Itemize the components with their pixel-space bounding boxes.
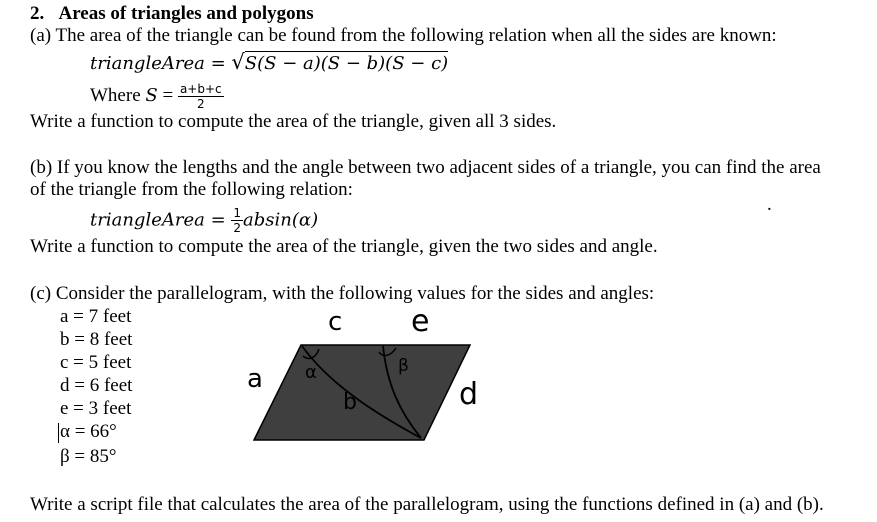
where-label: Where (90, 84, 141, 106)
half-numerator: 1 (233, 206, 242, 220)
part-b-task: Write a function to compute the area of the triangle, given the two sides and angle. (30, 236, 658, 257)
part-b-intro-line2: of the triangle from the following relation: (30, 179, 353, 200)
label-d: d (459, 377, 479, 412)
value-alpha: α = 66° (60, 421, 117, 442)
formula-b-lhs: triangleArea (90, 209, 205, 231)
value-d: d = 6 feet (60, 375, 133, 396)
formula-b-equals: = (210, 209, 226, 231)
semi-perimeter-numerator: a+b+c (179, 82, 222, 96)
formula-a-radicand: S(S − a)(S − b)(S − c) (244, 53, 449, 74)
label-alpha: α (305, 362, 317, 383)
value-a: a = 7 feet (60, 306, 132, 327)
parallelogram-shape (254, 345, 470, 440)
section-number: 2. (30, 3, 45, 24)
value-b: b = 8 feet (60, 329, 133, 350)
part-c-task: Write a script file that calculates the area of the parallelogram, using the functions defined in (a) and (b). (30, 494, 824, 515)
label-beta: β (398, 356, 409, 376)
label-e: e (411, 304, 430, 339)
half-denominator: 2 (233, 221, 242, 235)
label-b: b (343, 390, 357, 415)
where-equals: = (162, 84, 174, 106)
label-a: a (247, 364, 263, 394)
stray-dot: . (767, 194, 772, 215)
value-c: c = 5 feet (60, 352, 132, 373)
formula-b-rhs: absin(α) (243, 209, 319, 231)
part-a-intro: (a) The area of the triangle can be found from the following relation when all the sides are known: (30, 25, 777, 46)
value-e: e = 3 feet (60, 398, 132, 419)
formula-a-equals: = (210, 53, 226, 74)
label-c: c (328, 307, 343, 337)
semi-perimeter-denominator: 2 (196, 97, 205, 111)
where-variable: S (145, 84, 158, 106)
section-title: Areas of triangles and polygons (58, 3, 314, 24)
formula-a-lhs: triangleArea (90, 53, 205, 74)
value-beta: β = 85° (60, 446, 117, 467)
part-a-task: Write a function to compute the area of the triangle, given all 3 sides. (30, 111, 557, 132)
part-c-intro: (c) Consider the parallelogram, with the following values for the sides and angles: (30, 283, 655, 304)
part-b-intro-line1: (b) If you know the lengths and the angle between two adjacent sides of a triangle, you can find the area (30, 157, 821, 178)
radical-sign: √ (231, 50, 245, 74)
